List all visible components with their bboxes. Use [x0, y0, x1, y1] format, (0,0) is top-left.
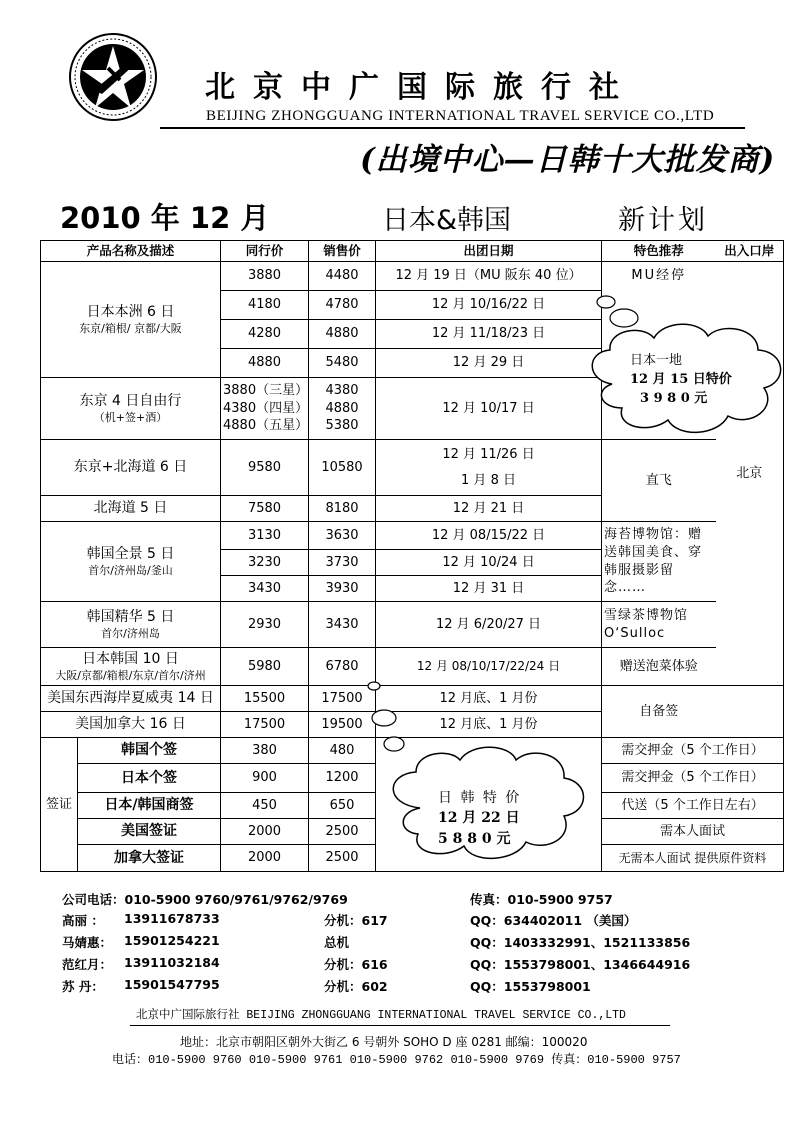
company-name-cn: 北京中广国际旅行社	[205, 70, 637, 105]
trade-price: 7580	[221, 496, 309, 522]
sale-price: 4480	[309, 262, 376, 291]
departure-date: 12 月 08/15/22 日	[376, 522, 602, 550]
contact-name: 范红月：	[62, 957, 113, 972]
sale-price: 3730	[309, 550, 376, 576]
visa-name: 美国签证	[78, 819, 221, 845]
header-divider	[160, 127, 745, 129]
date-1: 12 月 11/26 日	[442, 446, 535, 462]
visa-name: 日本个签	[78, 764, 221, 793]
feature-seaweed-museum: 海苔博物馆：赠送韩国美食、穿韩服摄影留念……	[602, 522, 716, 602]
promo-korea-line1: 日 韩 特 价	[438, 790, 522, 806]
sale-price: 650	[309, 793, 376, 819]
departure-date: 12 月 31 日	[376, 576, 602, 602]
sale-price: 17500	[309, 686, 376, 712]
col-header-feature: 特色推荐	[602, 241, 716, 262]
sale-price	[309, 378, 376, 440]
trade-price: 5980	[221, 648, 309, 686]
sale-price: 4880	[309, 320, 376, 349]
departure-date: 12 月 10/24 日	[376, 550, 602, 576]
trade-price	[221, 378, 309, 440]
sale-price: 3630	[309, 522, 376, 550]
contact-phone: 15901547795	[124, 977, 220, 992]
contact-qq: QQ：634402011 （美国）	[470, 913, 637, 928]
sale-price: 8180	[309, 496, 376, 522]
table-header-row	[41, 241, 784, 262]
trade-price: 4880	[221, 349, 309, 378]
departure-date: 12 月 10/17 日	[376, 378, 602, 440]
trade-price: 380	[221, 738, 309, 764]
sale-price: 3930	[309, 576, 376, 602]
contact-phone: 13911678733	[124, 911, 220, 926]
product-usa-east	[41, 686, 221, 712]
port-beijing: 北京	[736, 465, 763, 481]
product-name: 东京 4 日自由行	[79, 392, 182, 409]
col-header-product: 产品名称及描述	[41, 241, 221, 262]
trade-price: 900	[221, 764, 309, 793]
product-name: 韩国精华 5 日	[86, 608, 175, 625]
sale-price: 19500	[309, 712, 376, 738]
promo-japan-text	[630, 352, 732, 409]
contact-ext: 分机：602	[324, 979, 388, 994]
contact-qq: QQ：1553798001、1346644916	[470, 957, 691, 972]
port-empty	[716, 686, 784, 738]
promo-korea-price: 5 8 8 0 元	[438, 830, 511, 847]
contact-qq: QQ：1553798001	[470, 979, 591, 994]
sale-price: 2500	[309, 819, 376, 845]
product-sub: 东京/箱根/ 京都/大阪	[79, 321, 182, 335]
visa-label-text: 签证	[45, 796, 72, 812]
company-phone: 公司电话：010-5900 9760/9761/9762/9769	[62, 892, 348, 907]
contact-phone: 13911032184	[124, 955, 220, 970]
feature-self-visa: 自备签	[602, 686, 716, 738]
sale-price: 5480	[309, 349, 376, 378]
contact-ext: 分机：616	[324, 957, 388, 972]
product-hokkaido	[41, 496, 221, 522]
title-destination: 日本&韩国	[382, 205, 512, 236]
promo-korea-text	[438, 788, 521, 849]
departure-date: 12 月 19 日（MU 阪东 40 位）	[376, 262, 602, 291]
departure-date	[376, 440, 602, 496]
contact-ext: 分机：617	[324, 913, 388, 928]
sale-price: 480	[309, 738, 376, 764]
product-sub: 首尔/济州岛/釜山	[88, 563, 173, 577]
promo-japan-line2: 12 月 15 日特价	[630, 371, 732, 387]
feature-kimchi: 赠送泡菜体验	[602, 648, 716, 686]
sale-3star: 4380	[325, 383, 359, 399]
sale-4star: 4880	[325, 400, 359, 416]
footer-divider	[130, 1025, 670, 1026]
col-header-departure-date: 出团日期	[376, 241, 602, 262]
contact-ext: 总机	[324, 935, 350, 950]
visa-name: 加拿大签证	[78, 845, 221, 872]
col-header-sale-price: 销售价	[309, 241, 376, 262]
departure-date: 12 月 10/16/22 日	[376, 291, 602, 320]
trade-price: 3880	[221, 262, 309, 291]
date-2: 1 月 8 日	[461, 472, 516, 488]
title-plan: 新计划	[618, 205, 708, 236]
footer-address: 地址：北京市朝阳区朝外大街乙 6 号朝外 SOHO D 座 0281 邮编：100020	[180, 1035, 588, 1049]
visa-name: 韩国个签	[78, 738, 221, 764]
slogan: (出境中心—日韩十大批发商)	[360, 142, 776, 178]
visa-note: 无需本人面试 提供原件资料	[602, 845, 784, 872]
product-tokyo-free	[41, 378, 221, 440]
trade-4star: 4380（四星）	[223, 400, 309, 416]
product-name: 韩国全景 5 日	[86, 545, 175, 562]
product-japan-honshu	[41, 262, 221, 378]
table-row	[41, 262, 784, 291]
visa-note: 代送（5 个工作日左右）	[602, 793, 784, 819]
product-name: 东京+北海道 6 日	[73, 459, 188, 476]
feature-direct	[602, 440, 716, 522]
table-row	[41, 440, 784, 496]
product-sub: （机+签+酒）	[93, 410, 168, 424]
contact-name: 马婧惠：	[62, 935, 113, 950]
sale-5star: 5380	[325, 418, 359, 434]
footer-company: 北京中广国际旅行社 BEIJING ZHONGGUANG INTERNATIONAL TRAVEL SERVICE CO.,LTD	[136, 1009, 626, 1022]
trade-price: 3430	[221, 576, 309, 602]
visa-note: 需本人面试	[602, 819, 784, 845]
departure-date: 12 月底、1 月份	[376, 712, 602, 738]
visa-note: 需交押金（5 个工作日）	[602, 738, 784, 764]
product-sub: 大阪/京都/箱根/东京/首尔/济州	[55, 668, 206, 682]
col-header-port: 出入口岸	[716, 241, 784, 262]
trade-price: 3130	[221, 522, 309, 550]
sale-price: 6780	[309, 648, 376, 686]
company-fax: 传真：010-5900 9757	[470, 892, 613, 907]
trade-price: 9580	[221, 440, 309, 496]
product-name: 日本本洲 6 日	[86, 303, 175, 320]
product-tokyo-hokkaido	[41, 440, 221, 496]
sale-price: 1200	[309, 764, 376, 793]
sale-price: 10580	[309, 440, 376, 496]
visa-name: 日本/韩国商签	[78, 793, 221, 819]
feature-osulloc: 雪绿茶博物馆 O‘Sulloc	[602, 602, 716, 648]
contact-phone: 15901254221	[124, 933, 220, 948]
contact-qq: QQ：1403332991、1521133856	[470, 935, 691, 950]
trade-price: 17500	[221, 712, 309, 738]
visa-label	[41, 738, 78, 872]
direct-flight: 直飞	[645, 472, 672, 488]
trade-5star: 4880（五星）	[223, 418, 309, 434]
trade-price: 2000	[221, 845, 309, 872]
title-date: 2010 年 12 月	[60, 201, 270, 235]
trade-price: 2000	[221, 819, 309, 845]
departure-date: 12 月 21 日	[376, 496, 602, 522]
table-row	[41, 522, 784, 550]
product-sub: 首尔/济州岛	[101, 626, 160, 640]
departure-date: 12 月底、1 月份	[376, 686, 602, 712]
promo-japan-price: 3 9 8 0 元	[640, 390, 708, 406]
sale-price: 3430	[309, 602, 376, 648]
col-header-trade-price: 同行价	[221, 241, 309, 262]
trade-3star: 3880（三星）	[223, 383, 309, 399]
trade-price: 3230	[221, 550, 309, 576]
sale-price: 2500	[309, 845, 376, 872]
departure-date: 12 月 6/20/27 日	[376, 602, 602, 648]
product-name: 北海道 5 日	[93, 500, 168, 517]
departure-date: 12 月 08/10/17/22/24 日	[376, 648, 602, 686]
trade-price: 4280	[221, 320, 309, 349]
contact-name: 高丽 ：	[62, 913, 104, 928]
promo-japan-line1: 日本一地	[630, 353, 683, 368]
departure-date: 12 月 11/18/23 日	[376, 320, 602, 349]
contact-name: 苏 丹：	[62, 979, 104, 994]
departure-date: 12 月 29 日	[376, 349, 602, 378]
company-logo-icon	[68, 32, 158, 122]
sale-price: 4780	[309, 291, 376, 320]
company-name-en: BEIJING ZHONGGUANG INTERNATIONAL TRAVEL SERVICE CO.,LTD	[206, 108, 715, 124]
product-korea-full	[41, 522, 221, 602]
product-name: 美国东西海岸夏威夷 14 日	[47, 690, 214, 707]
footer-phones: 电话：010-5900 9760 010-5900 9761 010-5900 9762 010-5900 9769 传真：010-5900 9757	[112, 1053, 681, 1067]
visa-note: 需交押金（5 个工作日）	[602, 764, 784, 793]
table-row	[41, 602, 784, 648]
product-japan-korea	[41, 648, 221, 686]
trade-price: 2930	[221, 602, 309, 648]
product-name: 美国加拿大 16 日	[75, 716, 186, 733]
trade-price: 15500	[221, 686, 309, 712]
promo-korea-line2: 12 月 22 日	[438, 810, 520, 827]
product-usa-canada	[41, 712, 221, 738]
trade-price: 4180	[221, 291, 309, 320]
feature: MU经停	[602, 262, 716, 291]
product-korea-best	[41, 602, 221, 648]
trade-price: 450	[221, 793, 309, 819]
product-name: 日本韩国 10 日	[82, 650, 179, 667]
